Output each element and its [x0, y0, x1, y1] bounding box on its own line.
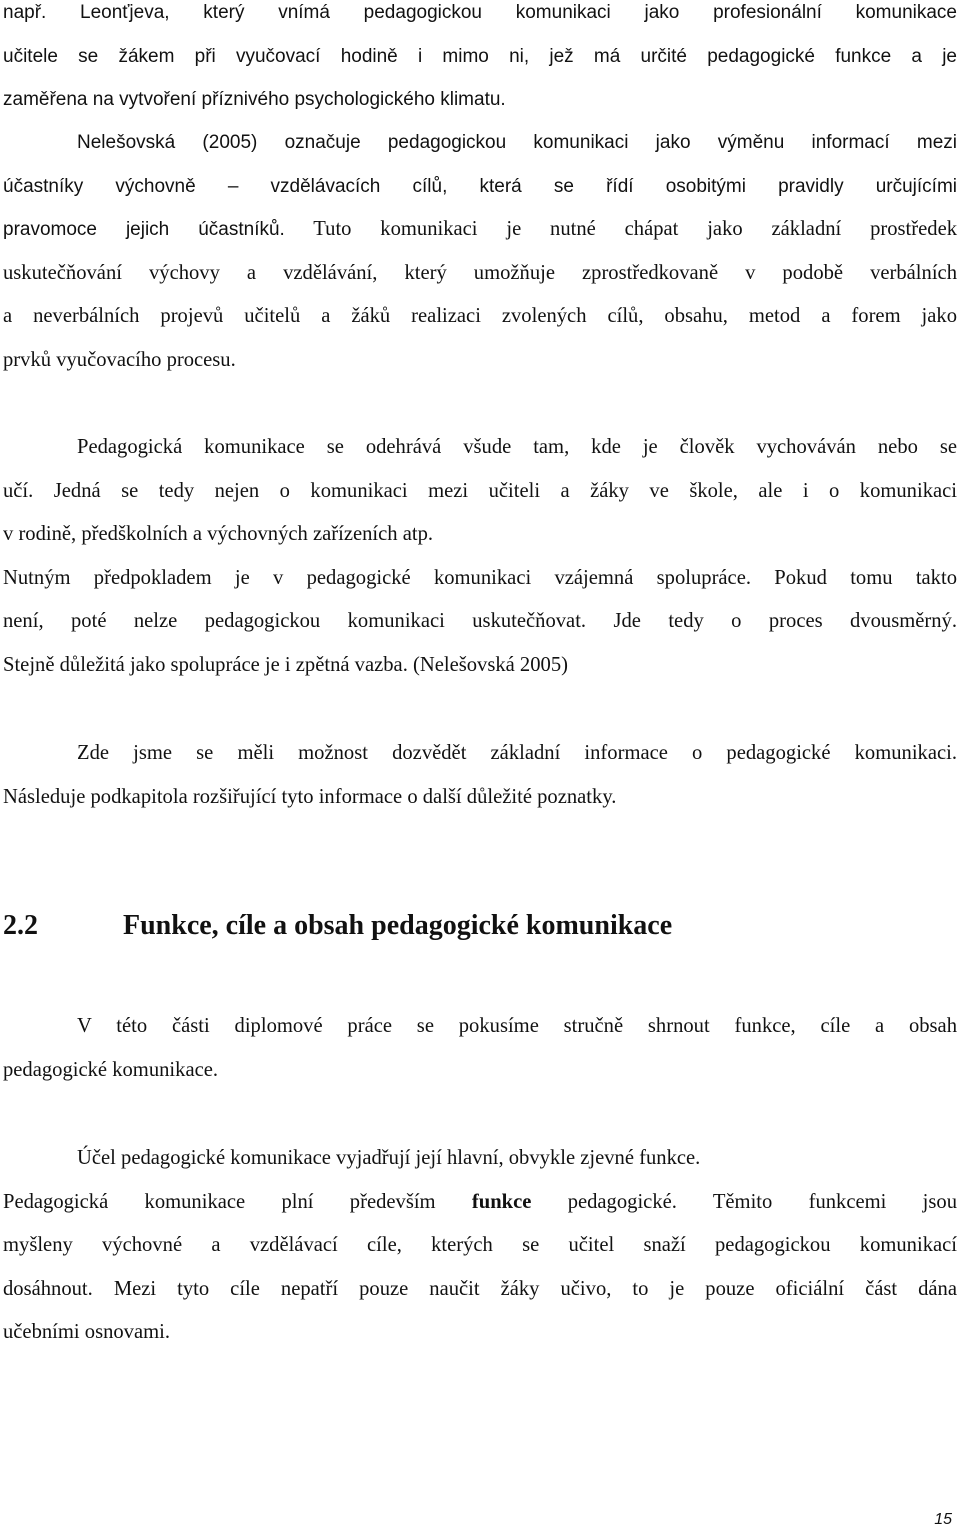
paragraph-section-intro: [3, 1005, 957, 1092]
section-heading: [3, 904, 672, 948]
text-line: prvků vyučovacího procesu.: [3, 348, 236, 371]
section-title: Funkce, cíle a obsah pedagogické komunikace: [123, 910, 673, 941]
page-number: 15: [934, 1511, 952, 1528]
section-number: 2.2: [3, 910, 38, 941]
text-segment: Pedagogická komunikace plní především: [3, 1190, 472, 1213]
text-segment: pedagogické. Těmito funkcemi jsou: [531, 1190, 957, 1213]
text-line: Účel pedagogické komunikace vyjadřují její hlavní, obvykle zjevné funkce.: [77, 1147, 701, 1169]
text-line: V této části diplomové práce se pokusíme stručně shrnout funkce, cíle a obsah: [77, 1015, 957, 1037]
text-line: dosáhnout. Mezi tyto cíle nepatří pouze naučit žáky učivo, to je pouze oficiální část dána: [3, 1277, 957, 1300]
text-line: Zde jsme se měli možnost dozvědět základní informace o pedagogické komunikaci.: [77, 742, 957, 764]
text-line: účastníky výchovně – vzdělávacích cílů, která se řídí osobitými pravidly určujícími: [3, 175, 957, 197]
text-line: Nelešovská (2005) označuje pedagogickou komunikaci jako výměnu informací mezi: [77, 132, 957, 153]
text-line: Pedagogická komunikace se odehrává všude tam, kde je člověk vychováván nebo se: [77, 436, 957, 458]
bold-term: funkce: [471, 1190, 532, 1213]
text-line: [3, 1181, 957, 1225]
text-line: [3, 208, 957, 252]
text-line: zaměřena na vytvoření příznivého psychologického klimatu.: [3, 89, 506, 111]
text-line: např. Leonťjeva, který vnímá pedagogickou komunikaci jako profesionální komunikace: [3, 2, 957, 23]
text-line: a neverbálních projevů učitelů a žáků realizaci zvolených cílů, obsahu, metod a forem jako: [3, 305, 957, 328]
text-line: v rodině, předškolních a výchovných zařízeních atp.: [3, 523, 434, 546]
text-line: uskutečňování výchovy a vzdělávání, který umožňuje zprostředkovaně v podobě verbálních: [3, 261, 957, 284]
text-line: učitele se žákem při vyučovací hodině i mimo ni, jež má určité pedagogické funkce a je: [3, 45, 957, 67]
paragraph-summary: [3, 732, 957, 819]
text-line: Nutným předpokladem je v pedagogické komunikaci vzájemná spolupráce. Pokud tomu takto: [3, 566, 957, 589]
text-line: pedagogické komunikace.: [3, 1058, 219, 1081]
paragraph-functions: [3, 1137, 957, 1355]
text-segment: Tuto komunikaci je nutné chápat jako základní prostředek: [313, 218, 958, 241]
text-line: myšleny výchovné a vzdělávací cíle, kterých se učitel snaží pedagogickou komunikací: [3, 1234, 957, 1257]
text-line: učebními osnovami.: [3, 1321, 171, 1344]
text-line: Stejně důležitá jako spolupráce je i zpětná vazba. (Nelešovská 2005): [3, 653, 568, 676]
text-line: učí. Jedná se tedy nejen o komunikaci mezi učiteli a žáky ve škole, ale i o komunikaci: [3, 479, 957, 502]
text-segment: pravomoce jejich účastníků.: [3, 219, 285, 241]
paragraph-intro: [3, 0, 957, 122]
text-line: není, poté nelze pedagogickou komunikaci uskutečňovat. Jde tedy o proces dvousměrný.: [3, 610, 957, 633]
paragraph-nelesovska: [3, 121, 957, 383]
text-line: Následuje podkapitola rozšiřující tyto informace o další důležité poznatky.: [3, 785, 617, 808]
paragraph-pedagogical-communication: [3, 426, 957, 688]
